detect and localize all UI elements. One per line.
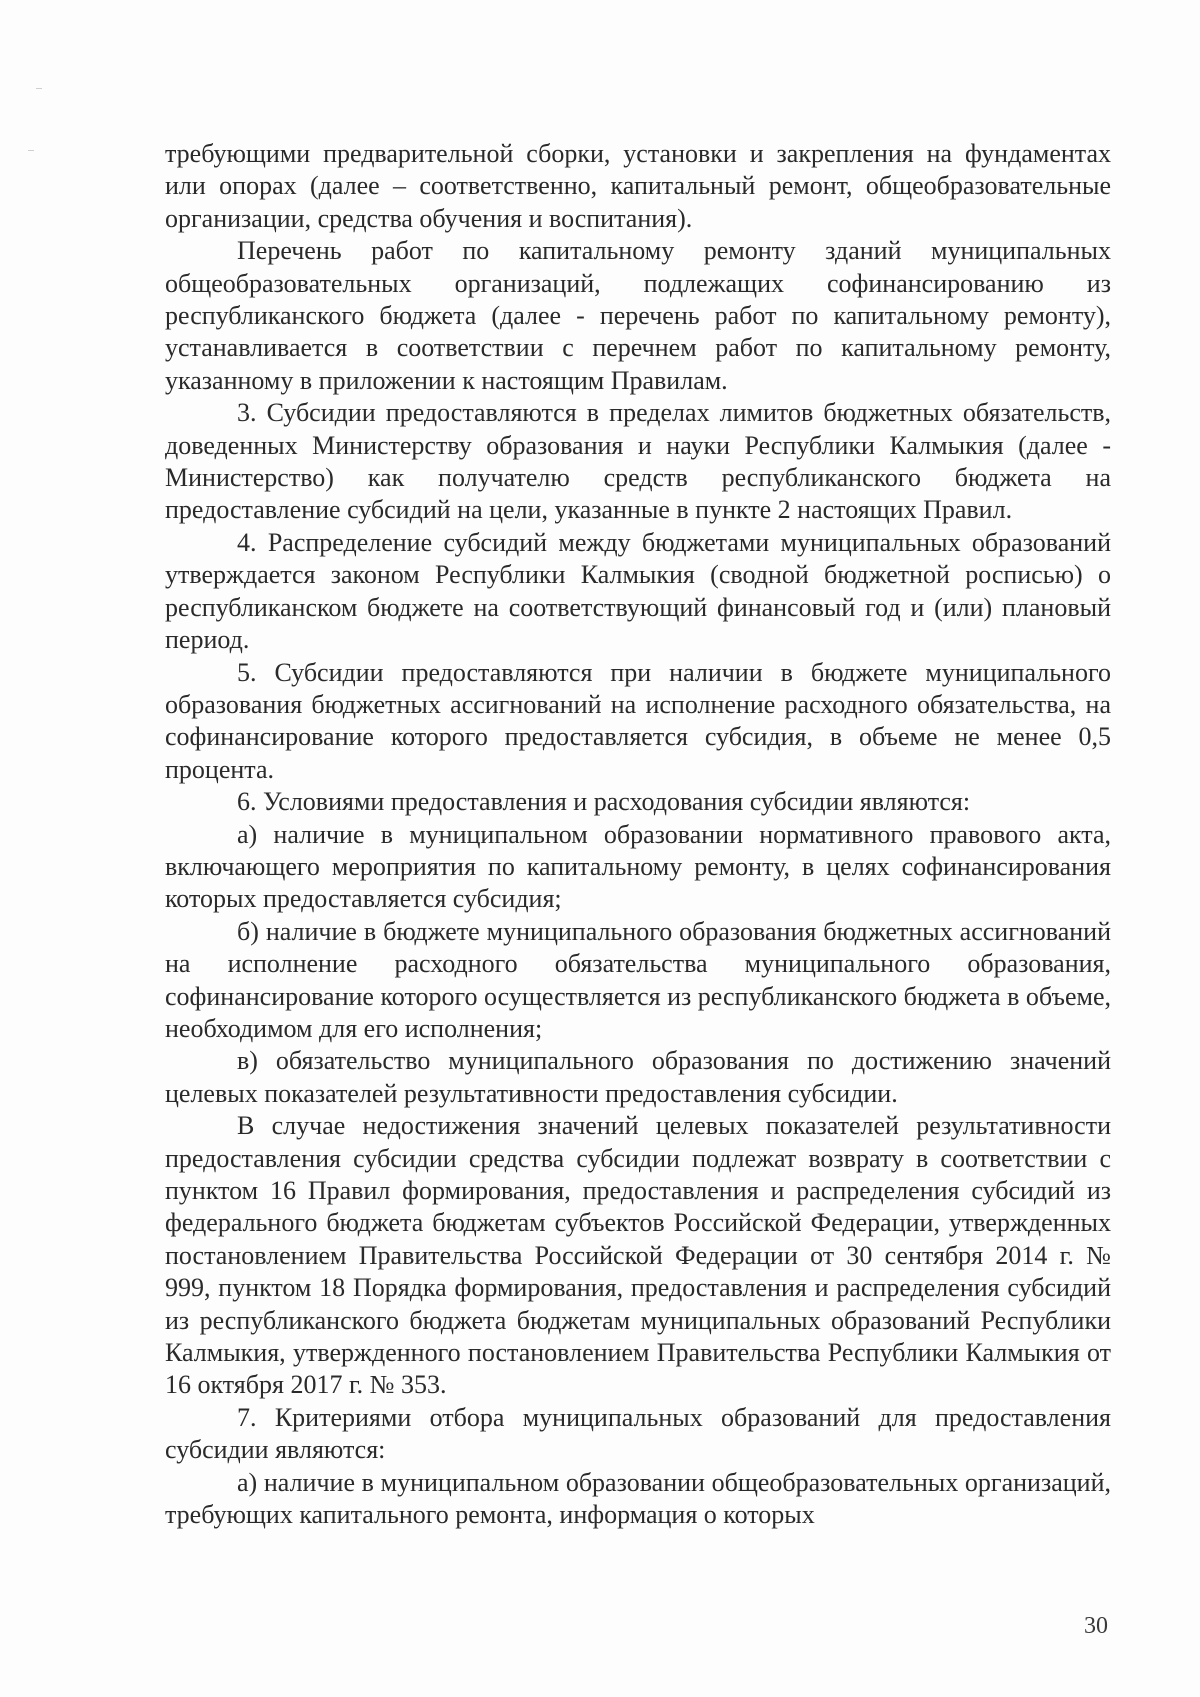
page-number: 30 bbox=[1084, 1613, 1108, 1639]
paragraph-item-7: 7. Критериями отбора муниципальных образований для предоставления субсидии являются: bbox=[165, 1402, 1111, 1465]
document-body bbox=[165, 138, 1111, 1531]
paragraph-item-6: 6. Условиями предоставления и расходования субсидии являются: bbox=[237, 787, 971, 817]
paragraph-item-4: 4. Распределение субсидий между бюджетами муниципальных образований утверждается законом Республики Калмыкия (сводной бюджетной росписью) о республиканском бюджете на соответствующий финансовый год и (или) плановый период. bbox=[165, 527, 1111, 655]
paragraph-refund: В случае недостижения значений целевых показателей результативности предоставления субсидии средства субсидии подлежат возврату в соответствии с пунктом 16 Правил формирования, предоставления и распределения субсидий из федерального бюджета бюджетам субъектов Российской Федерации, утвержденных постановлением Правительства Российской Федерации от 30 сентября 2014 г. № 999, пунктом 18 Порядка формирования, предоставления и распределения субсидий из республиканского бюджета бюджетам муниципальных образований Республики Калмыкия, утвержденного постановлением Правительства Республики Калмыкия от 16 октября 2017 г. № 353. bbox=[165, 1111, 1111, 1400]
scan-speck bbox=[28, 150, 34, 151]
paragraph-item-6v: в) обязательство муниципального образования по достижению значений целевых показателей результативности предоставления субсидии. bbox=[165, 1046, 1111, 1108]
paragraph-continuation: требующими предварительной сборки, установки и закрепления на фундаментах или опорах (далее – соответственно, капитальный ремонт, общеобразовательные организации, средства обучения и воспитания). bbox=[165, 139, 1111, 233]
paragraph-work-list: Перечень работ по капитальному ремонту зданий муниципальных общеобразовательных организаций, подлежащих софинансированию из республиканского бюджета (далее - перечень работ по капитальному ремонту), устанавливается в соответствии с перечнем работ по капитальному ремонту, указанному в приложении к настоящим Правилам. bbox=[165, 236, 1111, 395]
paragraph-item-3: 3. Субсидии предоставляются в пределах лимитов бюджетных обязательств, доведенных Министерству образования и науки Республики Калмыкия (далее - Министерство) как получателю средств республиканского бюджета на предоставление субсидий на цели, указанные в пункте 2 настоящих Правил. bbox=[165, 398, 1111, 525]
scan-speck bbox=[36, 88, 42, 89]
paragraph-item-5: 5. Субсидии предоставляются при наличии в бюджете муниципального образования бюджетных ассигнований на исполнение расходного обязательства, на софинансирование которого предоставляется субсидия, в объеме не менее 0,5 процента. bbox=[165, 657, 1111, 784]
paragraph-item-6a: а) наличие в муниципальном образовании нормативного правового акта, включающего мероприятия по капитальному ремонту, в целях софинансирования которых предоставляется субсидия; bbox=[165, 819, 1111, 914]
paragraph-item-7a: а) наличие в муниципальном образовании общеобразовательных организаций, требующих капитального ремонта, информация о которых bbox=[165, 1467, 1111, 1530]
paragraph-item-6b: б) наличие в бюджете муниципального образования бюджетных ассигнований на исполнение расходного обязательства муниципального образования, софинансирование которого осуществляется из республиканского бюджета в объеме, необходимом для его исполнения; bbox=[165, 916, 1111, 1043]
